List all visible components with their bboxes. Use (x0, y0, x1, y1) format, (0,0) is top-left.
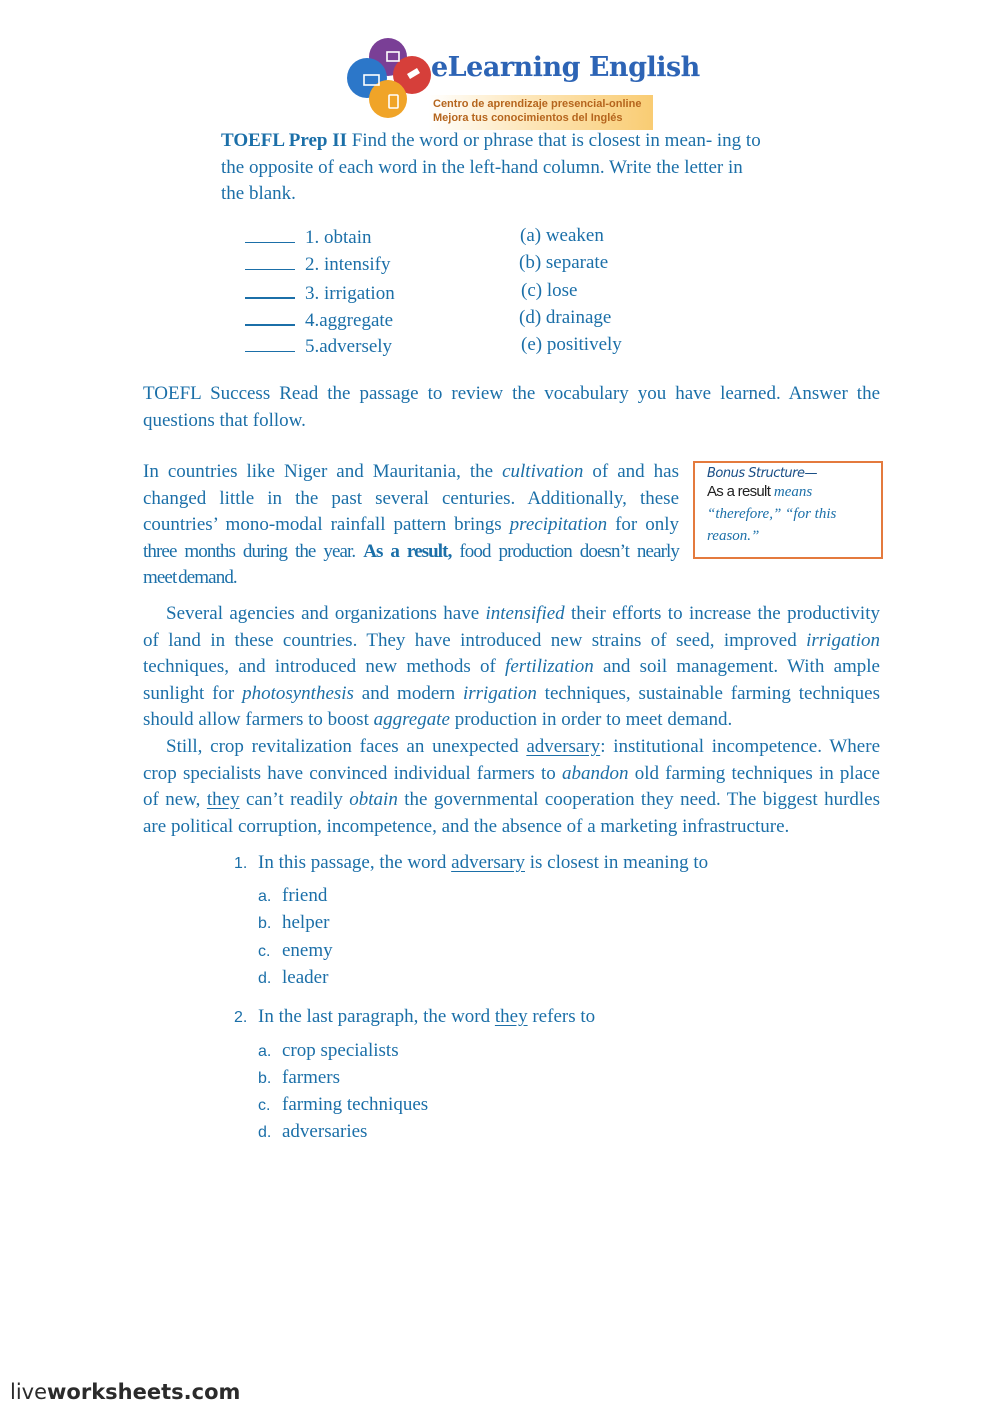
success-line2: questions that follow. (143, 409, 306, 431)
question-2-option-c[interactable] (258, 1094, 428, 1116)
liveworksheets-footer (10, 1380, 240, 1404)
match-word-3: 3. irrigation (305, 283, 395, 304)
p1-text-2: of and has (583, 461, 679, 482)
question-2-option-d[interactable] (258, 1121, 367, 1143)
question-1-text-pre: In this passage, the word (258, 852, 452, 873)
match-word-5: 5.adversely (305, 336, 393, 357)
question-1-option-d[interactable] (258, 967, 328, 989)
question-1 (234, 852, 708, 874)
question-2 (234, 1006, 595, 1028)
option-text: helper (282, 912, 330, 933)
answer-blank-3[interactable] (245, 280, 295, 299)
match-word-1: 1. obtain (305, 227, 372, 248)
p1-word-precipitation: precipitation (509, 514, 608, 535)
option-text: adversaries (282, 1121, 368, 1142)
question-2-option-b[interactable] (258, 1067, 340, 1089)
passage-paragraph-3 (143, 734, 880, 840)
question-2-option-a[interactable] (258, 1040, 399, 1062)
p2-text-i: and modern (353, 682, 463, 704)
success-line1: TOEFL Success Read the passage to review the vocabulary you have learned. Answer the (143, 383, 880, 404)
p1-text-3: changed little in the past several centuries. Additionally, these (143, 487, 679, 509)
p1-text-1: In countries like Niger and Mauritania, the (143, 461, 503, 482)
option-text: crop specialists (282, 1040, 399, 1061)
match-option-d: (d) drainage (519, 307, 612, 328)
p1-text-5: for only (607, 514, 679, 535)
answer-blank-4[interactable] (245, 307, 295, 326)
p3-text-a: Still, crop revitalization faces an unexpected (166, 736, 527, 757)
match-option-e: (e) positively (521, 334, 622, 355)
option-letter: b. (258, 1070, 272, 1087)
question-1-option-a[interactable] (258, 885, 327, 907)
p2-word-irrigation-2: irrigation (462, 682, 537, 704)
p3-text-g: can’t readily (239, 789, 350, 810)
question-2-text-pre: In the last paragraph, the word (258, 1006, 495, 1027)
p2-text-g: and soil management. With ample sunlight for (143, 656, 880, 704)
question-2-text-post: refers to (527, 1006, 596, 1027)
answer-blank-5[interactable] (245, 334, 295, 352)
logo-title: eLearning English (431, 52, 700, 83)
prep-line2: the opposite of each word in the left-hand column. Write the letter in (221, 156, 743, 178)
p1-text-4: countries’ mono-modal rainfall pattern brings (143, 514, 510, 535)
p2-text-e: techniques, and introduced new methods of (143, 656, 506, 677)
option-letter: c. (258, 1097, 271, 1114)
option-letter: d. (258, 970, 272, 987)
p3-word-obtain: obtain (349, 789, 398, 810)
question-2-number: 2. (234, 1009, 248, 1026)
p2-text-k: techniques, sustainable farming techniques should allow farmers to boost (143, 682, 880, 730)
p1-word-cultivation: cultivation (502, 461, 584, 482)
passage-paragraph-1 (143, 459, 679, 592)
option-text: farming techniques (282, 1094, 429, 1115)
option-letter: d. (258, 1124, 272, 1141)
footer-live: live (10, 1380, 48, 1404)
option-text: leader (282, 967, 329, 988)
prep-line3: the blank. (221, 183, 296, 204)
passage-paragraph-2 (143, 601, 880, 734)
p3-text-i: the governmental cooperation they need. The biggest hurdles are political corruption, incompetence, and the absence of a marketing infrastructure. (143, 789, 881, 837)
p3-word-abandon: abandon (562, 762, 629, 784)
match-option-c: (c) lose (521, 280, 578, 301)
match-row-4 (245, 307, 393, 332)
match-option-b: (b) separate (519, 252, 609, 273)
p2-text-c: their efforts to increase the productivity of land in these countries. They have introduced new strains of seed, improved (143, 603, 880, 651)
bonus-means: means (770, 484, 813, 500)
p1-as-a-result: As a result, (363, 540, 452, 562)
p2-text-a: Several agencies and organizations have (166, 603, 486, 624)
prep-line1: Find the word or phrase that is closest in mean- ing to (351, 130, 761, 151)
answer-blank-1[interactable] (245, 225, 295, 243)
question-2-keyword: they (494, 1006, 528, 1027)
match-row-1 (245, 225, 372, 249)
option-text: farmers (282, 1067, 341, 1088)
bonus-line3: reason.” (707, 528, 760, 544)
question-1-keyword: adversary (451, 852, 525, 873)
success-instructions (143, 381, 880, 434)
bonus-line2: “therefore,” “for this (707, 506, 837, 522)
p1-text-7: food production doesn’t nearly (451, 540, 680, 562)
p3-text-e: old farming techniques in place of new, (143, 762, 880, 810)
answer-blank-2[interactable] (245, 252, 295, 270)
logo-subtitle-2: Mejora tus conocimientos del Inglés (433, 112, 623, 124)
p2-word-intensified: intensified (485, 603, 565, 624)
match-row-2 (245, 252, 391, 276)
elearning-english-logo (345, 36, 700, 130)
option-letter: a. (258, 888, 272, 905)
p1-text-6: three months during the year. (143, 540, 364, 562)
p2-word-fertilization: fertilization (505, 656, 594, 677)
p3-word-they: they (206, 789, 240, 810)
option-letter: c. (258, 943, 271, 960)
match-option-a: (a) weaken (520, 225, 604, 246)
match-word-4: 4.aggregate (305, 310, 394, 331)
p3-word-adversary: adversary (526, 736, 601, 757)
bonus-label: Bonus Structure— (707, 466, 818, 481)
p2-text-m: production in order to meet demand. (449, 709, 733, 730)
question-1-option-b[interactable] (258, 912, 329, 934)
match-row-5 (245, 334, 392, 358)
logo-subtitle-1: Centro de aprendizaje presencial-online (433, 98, 642, 110)
match-word-2: 2. intensify (305, 254, 391, 275)
bonus-structure-box (693, 461, 883, 559)
p1-text-8: meet demand. (143, 567, 237, 588)
option-text: friend (282, 885, 328, 906)
prep-heading: TOEFL Prep II (221, 130, 347, 151)
question-1-text-post: is closest in meaning to (525, 852, 709, 873)
p3-text-c: : institutional incompetence. Where crop specialists have convinced individual farmers to (143, 736, 880, 784)
match-row-3 (245, 280, 395, 305)
p2-word-aggregate: aggregate (373, 709, 450, 730)
bonus-phrase: As a result (707, 483, 771, 500)
option-text: enemy (282, 940, 333, 961)
option-letter: b. (258, 915, 272, 932)
p2-word-photosynthesis: photosynthesis (242, 682, 354, 704)
p2-word-irrigation-1: irrigation (806, 629, 880, 651)
logo-devices-icon (355, 46, 425, 112)
question-1-number: 1. (234, 855, 248, 872)
prep-instructions (221, 128, 789, 208)
footer-worksheets: worksheets.com (47, 1380, 241, 1404)
question-1-option-c[interactable] (258, 940, 333, 962)
option-letter: a. (258, 1043, 272, 1060)
